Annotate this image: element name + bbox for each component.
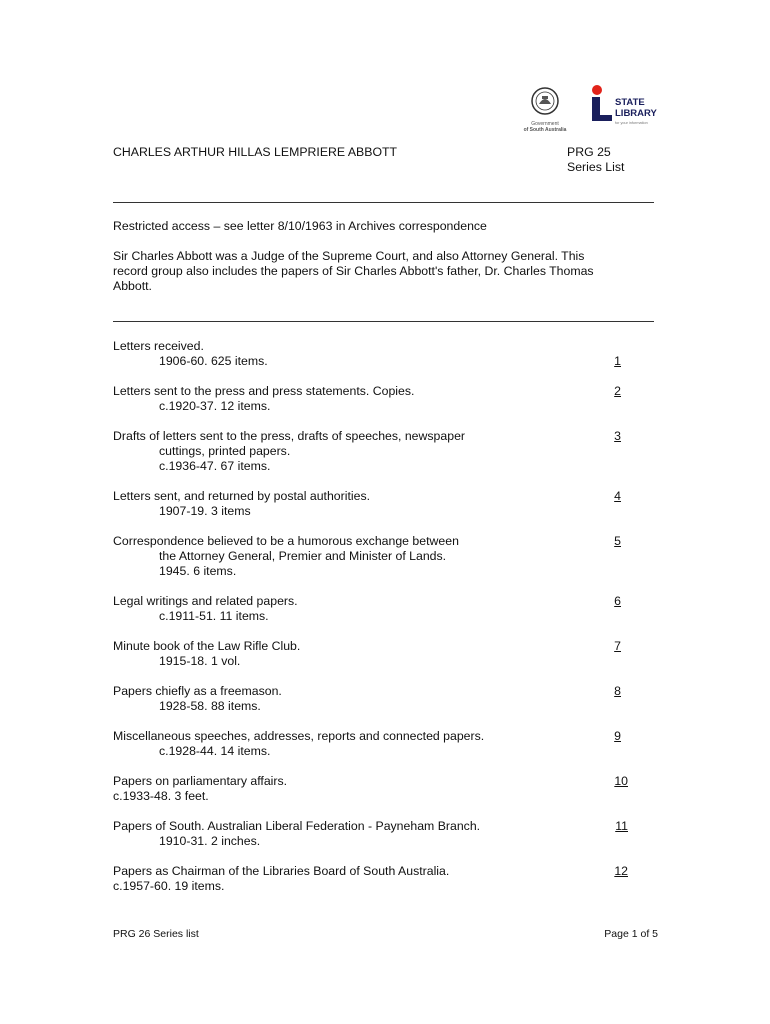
series-1-number-link[interactable]: 1	[614, 354, 621, 368]
series-12-extent: c.1957-60. 19 items.	[113, 879, 225, 893]
series-7-extent: 1915-18. 1 vol.	[159, 654, 241, 668]
divider-bottom	[113, 321, 654, 322]
library-line1: STATE	[615, 97, 645, 108]
footer-left: PRG 26 Series list	[113, 928, 199, 940]
series-12-title: Papers as Chairman of the Libraries Board of South Australia.	[113, 864, 450, 878]
series-5-title-cont: the Attorney General, Premier and Minister of Lands.	[159, 549, 447, 563]
bio-line-2: record group also includes the papers of Sir Charles Abbott's father, Dr. Charles Thomas	[113, 264, 594, 278]
page-number: Page 1 of 5	[604, 928, 658, 940]
library-line2: LIBRARY	[615, 108, 657, 119]
series-6-number-link[interactable]: 6	[614, 594, 621, 608]
series-9-extent: c.1928-44. 14 items.	[159, 744, 271, 758]
library-tagline: for your information	[615, 121, 648, 125]
series-11-title: Papers of South. Australian Liberal Federation - Payneham Branch.	[113, 819, 481, 833]
series-4-number-link[interactable]: 4	[614, 489, 621, 503]
bio-line-1: Sir Charles Abbott was a Judge of the Supreme Court, and also Attorney General. This	[113, 249, 585, 263]
series-2-title: Letters sent to the press and press statements. Copies.	[113, 384, 415, 398]
government-crest-icon	[515, 86, 575, 116]
series-11-number-link[interactable]: 11	[615, 819, 628, 833]
government-line1: Government	[531, 121, 559, 127]
record-group-code: PRG 25	[567, 145, 611, 159]
government-line2: of South Australia	[523, 127, 567, 133]
series-5-number-link[interactable]: 5	[614, 534, 621, 548]
series-7-number-link[interactable]: 7	[614, 639, 621, 653]
series-6-extent: c.1911-51. 11 items.	[159, 609, 269, 623]
series-4-title: Letters sent, and returned by postal authorities.	[113, 489, 371, 503]
state-library-logo	[589, 84, 665, 132]
series-6-title: Legal writings and related papers.	[113, 594, 298, 608]
series-2-number-link[interactable]: 2	[614, 384, 621, 398]
divider-top	[113, 202, 654, 203]
series-8-extent: 1928-58. 88 items.	[159, 699, 261, 713]
header-logos	[515, 84, 665, 134]
series-11-extent: 1910-31. 2 inches.	[159, 834, 261, 848]
series-10-number-link[interactable]: 10	[614, 774, 628, 788]
series-3-extent: c.1936-47. 67 items.	[159, 459, 271, 473]
record-group-name: CHARLES ARTHUR HILLAS LEMPRIERE ABBOTT	[113, 145, 398, 159]
government-sa-logo	[515, 86, 575, 132]
series-9-title: Miscellaneous speeches, addresses, reports and connected papers.	[113, 729, 485, 743]
bio-line-3: Abbott.	[113, 279, 152, 293]
series-9-number-link[interactable]: 9	[614, 729, 621, 743]
series-4-extent: 1907-19. 3 items	[159, 504, 251, 518]
series-3-number-link[interactable]: 3	[614, 429, 621, 443]
series-3-title: Drafts of letters sent to the press, drafts of speeches, newspaper	[113, 429, 466, 443]
series-7-title: Minute book of the Law Rifle Club.	[113, 639, 301, 653]
series-5-extent: 1945. 6 items.	[159, 564, 237, 578]
series-1-title: Letters received.	[113, 339, 204, 353]
state-library-mark-icon	[589, 84, 615, 124]
series-10-title: Papers on parliamentary affairs.	[113, 774, 288, 788]
series-8-number-link[interactable]: 8	[614, 684, 621, 698]
series-5-title: Correspondence believed to be a humorous exchange between	[113, 534, 459, 548]
access-restriction-note: Restricted access – see letter 8/10/1963 in Archives correspondence	[113, 219, 487, 233]
series-2-extent: c.1920-37. 12 items.	[159, 399, 271, 413]
document-subtitle: Series List	[567, 160, 625, 174]
series-8-title: Papers chiefly as a freemason.	[113, 684, 282, 698]
series-10-extent: c.1933-48. 3 feet.	[113, 789, 209, 803]
series-12-number-link[interactable]: 12	[614, 864, 628, 878]
series-1-extent: 1906-60. 625 items.	[159, 354, 268, 368]
series-3-title-cont: cuttings, printed papers.	[159, 444, 291, 458]
